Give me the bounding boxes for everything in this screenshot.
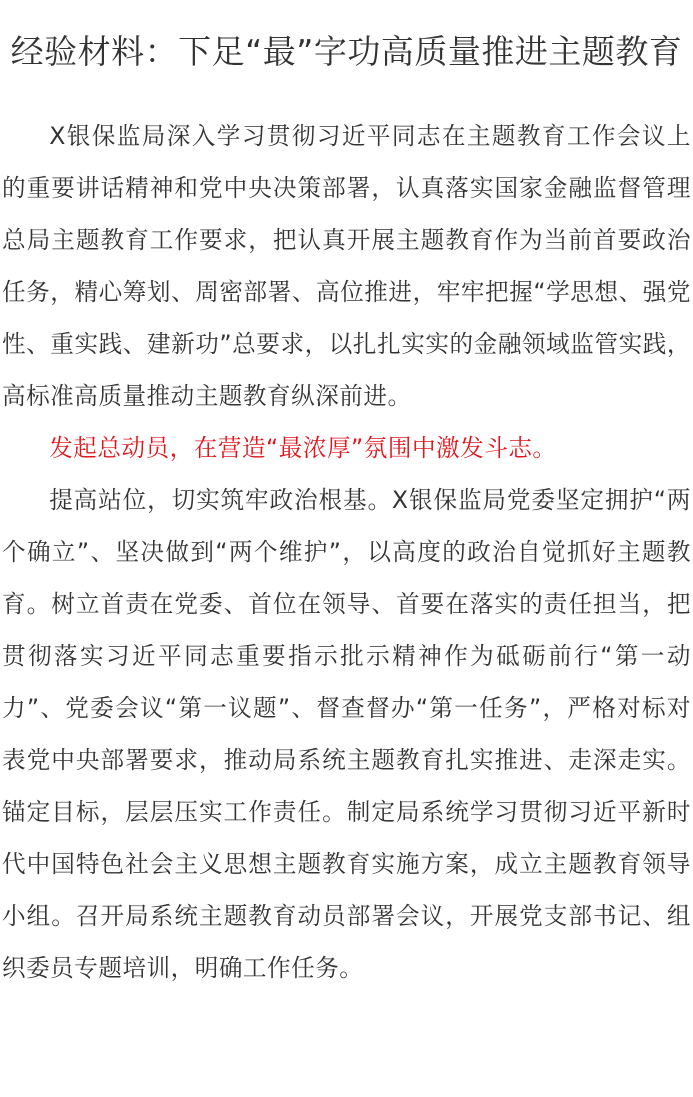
article-title: 经验材料：下足“最”字功高质量推进主题教育 — [10, 32, 683, 71]
article-body — [2, 110, 691, 994]
paragraph-intro: X银保监局深入学习贯彻习近平同志在主题教育工作会议上的重要讲话精神和党中央决策部署，认真落实国家金融监督管理总局主题教育工作要求，把认真开展主题教育作为当前首要政治任务，精心筹划、周密部署、高位推进，牢牢把握“学思想、强党性、重实践、建新功”总要求，以扎扎实实的金融领域监管实践，高标准高质量推动主题教育纵深前进。 — [2, 122, 691, 410]
paragraph-body: 提高站位，切实筑牢政治根基。X银保监局党委坚定拥护“两个确立”、坚决做到“两个维护”，以高度的政治自觉抓好主题教育。树立首责在党委、首位在领导、首要在落实的责任担当，把贯彻落实习近平同志重要指示批示精神作为砥砺前行“第一动力”、党委会议“第一议题”、督查督办“第一任务”，严格对标对表党中央部署要求，推动局系统主题教育扎实推进、走深走实。锚定目标，层层压实工作责任。制定局系统学习贯彻习近平新时代中国特色社会主义思想主题教育实施方案，成立主题教育领导小组。召开局系统主题教育动员部署会议，开展党支部书记、组织委员专题培训，明确工作任务。 — [2, 486, 691, 982]
paragraph-section-heading: 发起总动员，在营造“最浓厚”氛围中激发斗志。 — [49, 434, 557, 462]
